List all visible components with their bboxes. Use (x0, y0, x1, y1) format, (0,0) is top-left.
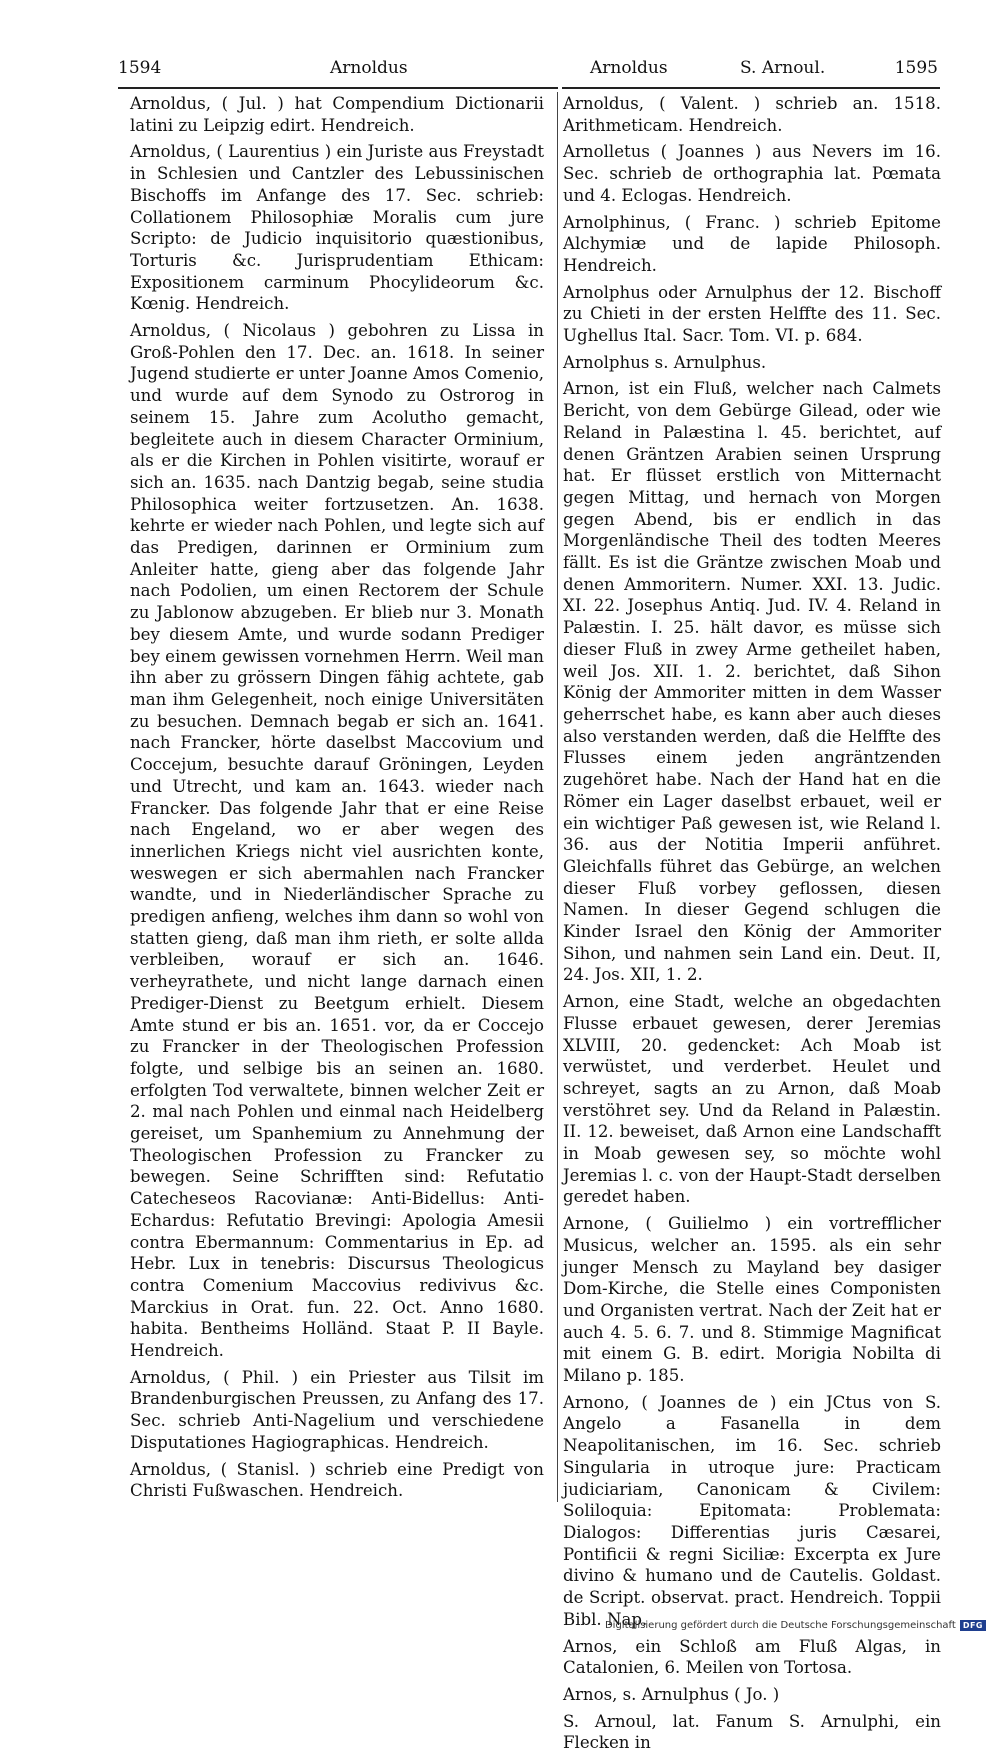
entry-paragraph: S. Arnoul, lat. Fanum S. Arnulphi, ein Flecken in (563, 1711, 941, 1753)
column-divider (557, 92, 558, 1502)
entry-paragraph: Arnoldus, ( Laurentius ) ein Juriste aus Freystadt in Schlesien und Cantzler des Lebussinischen Bischoffs im Anfange des 17. Sec. schrieb: Collationem Philosophiæ Moralis cum jure Scripto: de Judicio inquisitorio quæstionibus, Torturis &c. Jurisprudentiam Ethicam: Expositionem carminum Phocylideorum &c. Kœnig. Hendreich. (130, 142, 544, 314)
entry-paragraph: Arnolphinus, ( Franc. ) schrieb Epitome Alchymiæ und de lapide Philosoph. Hendreich. (563, 212, 941, 275)
header-keyword-right: Arnoldus (590, 58, 668, 78)
header-keyword-left: Arnoldus (330, 58, 408, 78)
header-rule-right (562, 87, 940, 89)
entry-paragraph: Arnon, eine Stadt, welche an obgedachten Flusse erbauet gewesen, derer Jeremias XLVIII, 20. gedencket: Ach Moab ist verwüstet, und verderbet. Heulet und schreyet, sagts an zu Arnon, daß Moab verstöhret sey. Und da Reland in Palæstin. II. 12. beweiset, daß Arnon eine Landschafft in Moab gewesen sey, so möchte wohl Jeremias l. c. von der Haupt-Stadt derselben geredet haben. (563, 992, 941, 1207)
entry-paragraph: Arnos, ein Schloß am Fluß Algas, in Catalonien, 6. Meilen von Tortosa. (563, 1636, 941, 1678)
page-number-left: 1594 (118, 58, 162, 78)
entry-paragraph: Arnolphus oder Arnulphus der 12. Bischoff zu Chieti in der ersten Helffte des 11. Sec. Ughellus Ital. Sacr. Tom. VI. p. 684. (563, 282, 941, 346)
digitization-credit (605, 1620, 986, 1631)
credit-text: Digitalisierung gefördert durch die Deutsche Forschungsgemeinschaft (604, 1620, 956, 1631)
entry-paragraph: Arnos, s. Arnulphus ( Jo. ) (563, 1684, 780, 1704)
entry-paragraph: Arnoldus, ( Nicolaus ) gebohren zu Lissa in Groß-Pohlen den 17. Dec. an. 1618. In seiner Jugend studierte er unter Joanne Amos Comenio, und wurde auf dem Synodo zu Ostrorog in seinem 15. Jahre zum Acolutho gemacht, begleitete auch in diesem Character Orminium, als er die Kirchen in Pohlen visitirte, worauf er sich an. 1635. nach Dantzig begab, seine studia Philosophica weiter fortzusetzen. An. 1638. kehrte er wieder nach Pohlen, und legte sich auf das Predigen, darinnen er Orminium zum Anleiter hatte, gieng aber das folgende Jahr nach Podolien, um einen Rectorem der Schule zu Jablonow abzugeben. Er blieb nur 3. Monath bey diesem Amte, und wurde sodann Prediger bey einem gewissen vornehmen Herrn. Weil man ihn aber zu grössern Dingen fähig achtete, gab man ihm Gelegenheit, noch einige Universitäten zu besuchen. Demnach begab er sich an. 1641. nach Francker, hörte daselbst Maccovium und Coccejum, besuchte darauf Gröningen, Leyden und Utrecht, und kam an. 1643. wieder nach Francker. Das folgende Jahr that er eine Reise nach Engeland, wo er aber wegen des innerlichen Kriegs nicht viel ausrichten konte, weswegen er sich abermahlen nach Francker wandte, und in Niederländischer Sprache zu predigen anfieng, welches ihm dann so wohl von statten gieng, daß man ihm rieth, er solte allda verbleiben, worauf er sich an. 1646. verheyrathete, und nicht lange darnach einen Prediger-Dienst zu Beetgum erhielt. Diesem Amte stund er bis an. 1651. vor, da er Coccejo zu Francker in der Theologischen Profession folgte, und selbige bis an seinen an. 1680. erfolgten Tod verwaltete, binnen welcher Zeit er 2. mal nach Pohlen und einmal nach Heidelberg gereiset, um Spanhemium zu Annehmung der Theologischen Profession zu Francker zu bewegen. Seine Schrifften sind: Refutatio Catecheseos Racovianæ: Anti-Bidellus: Anti-Echardus: Refutatio Brevingi: Apologia Amesii contra Ebermannum: Commentarius in Ep. ad Hebr. Lux in tenebris: Discursus Theologicus contra Comenium Maccovius redivivus &c. Marckius in Orat. fun. 22. Oct. Anno 1680. habita. Bentheims Holländ. Staat P. II Bayle. Hendreich. (130, 321, 544, 1361)
dfg-logo: DFG (960, 1620, 986, 1631)
left-column (130, 93, 544, 1507)
entry-paragraph: Arnolletus ( Joannes ) aus Nevers im 16. Sec. schrieb de orthographia lat. Pœmata und 4. Eclogas. Hendreich. (563, 142, 941, 205)
running-header (118, 58, 938, 86)
header-rule-left (118, 87, 558, 89)
entry-paragraph: Arnoldus, ( Phil. ) ein Priester aus Tilsit im Brandenburgischen Preussen, zu Anfang des 17. Sec. schrieb Anti-Nagelium und verschiedene Disputationes Hagiographicas. Hendreich. (130, 1367, 544, 1452)
entry-paragraph: Arnono, ( Joannes de ) ein JCtus von S. Angelo a Fasanella in dem Neapolitanischen, im 16. Sec. schrieb Singularia in utroque jure: Practicam judiciariam, Canonicam & Civilem: Soliloquia: Epitomata: Problemata: Dialogos: Differentias juris Cæsarei, Pontificii & regni Siciliæ: Excerpta ex Jure divino & humano und de Cautelis. Goldast. de Script. observat. pract. Hendreich. Toppii Bibl. Nap. (563, 1392, 941, 1629)
entry-paragraph: Arnolphus s. Arnulphus. (563, 352, 767, 372)
entry-paragraph: Arnoldus, ( Stanisl. ) schrieb eine Predigt von Christi Fußwaschen. Hendreich. (130, 1459, 544, 1501)
entry-paragraph: Arnoldus, ( Jul. ) hat Compendium Dictionarii latini zu Leipzig edirt. Hendreich. (130, 94, 544, 135)
header-section-right: S. Arnoul. (740, 58, 826, 78)
page-number-right: 1595 (894, 58, 938, 78)
right-column (563, 93, 941, 1759)
entry-paragraph: Arnoldus, ( Valent. ) schrieb an. 1518. Arithmeticam. Hendreich. (563, 94, 941, 135)
entry-paragraph: Arnone, ( Guilielmo ) ein vortrefflicher Musicus, welcher an. 1595. als ein sehr junger Mensch zu Mayland bey dasiger Dom-Kirche, die Stelle eines Componisten und Organisten vertrat. Nach der Zeit hat er auch 4. 5. 6. 7. und 8. Stimmige Magnificat mit einem G. B. edirt. Morigia Nobilta di Milano p. 185. (563, 1214, 941, 1386)
entry-paragraph: Arnon, ist ein Fluß, welcher nach Calmets Bericht, von dem Gebürge Gilead, oder wie Reland in Palæstina l. 45. berichtet, auf denen Gräntzen Arabien seinen Ursprung hat. Er flüsset erstlich von Mitternacht gegen Mittag, und hernach von Morgen gegen Abend, bis er endlich in das Morgenländische Theil des todten Meeres fällt. Es ist die Gräntze zwischen Moab und denen Ammoritern. Numer. XXI. 13. Judic. XI. 22. Josephus Antiq. Jud. IV. 4. Reland in Palæstin. I. 25. hält davor, es müsse sich dieser Fluß in zwey Arme getheilet haben, weil Jos. XII. 1. 2. berichtet, daß Sihon König der Ammoriter mitten in dem Wasser geherrschet habe, es kann aber auch dieses also verstanden werden, daß die Helffte des Flusses einem jeden angräntzenden zugehöret habe. Nach der Hand hat en die Römer ein Lager daselbst erbauet, weil er ein wichtiger Paß gewesen ist, wie Reland l. 36. aus der Notitia Imperii anführet. Gleichfalls führet das Gebürge, an welchen dieser Fluß vorbey geflossen, diesen Namen. In dieser Gegend schlugen die Kinder Israel den König der Ammoriter Sihon, und nahmen sein Land ein. Deut. II, 24. Jos. XII, 1. 2. (563, 379, 941, 985)
